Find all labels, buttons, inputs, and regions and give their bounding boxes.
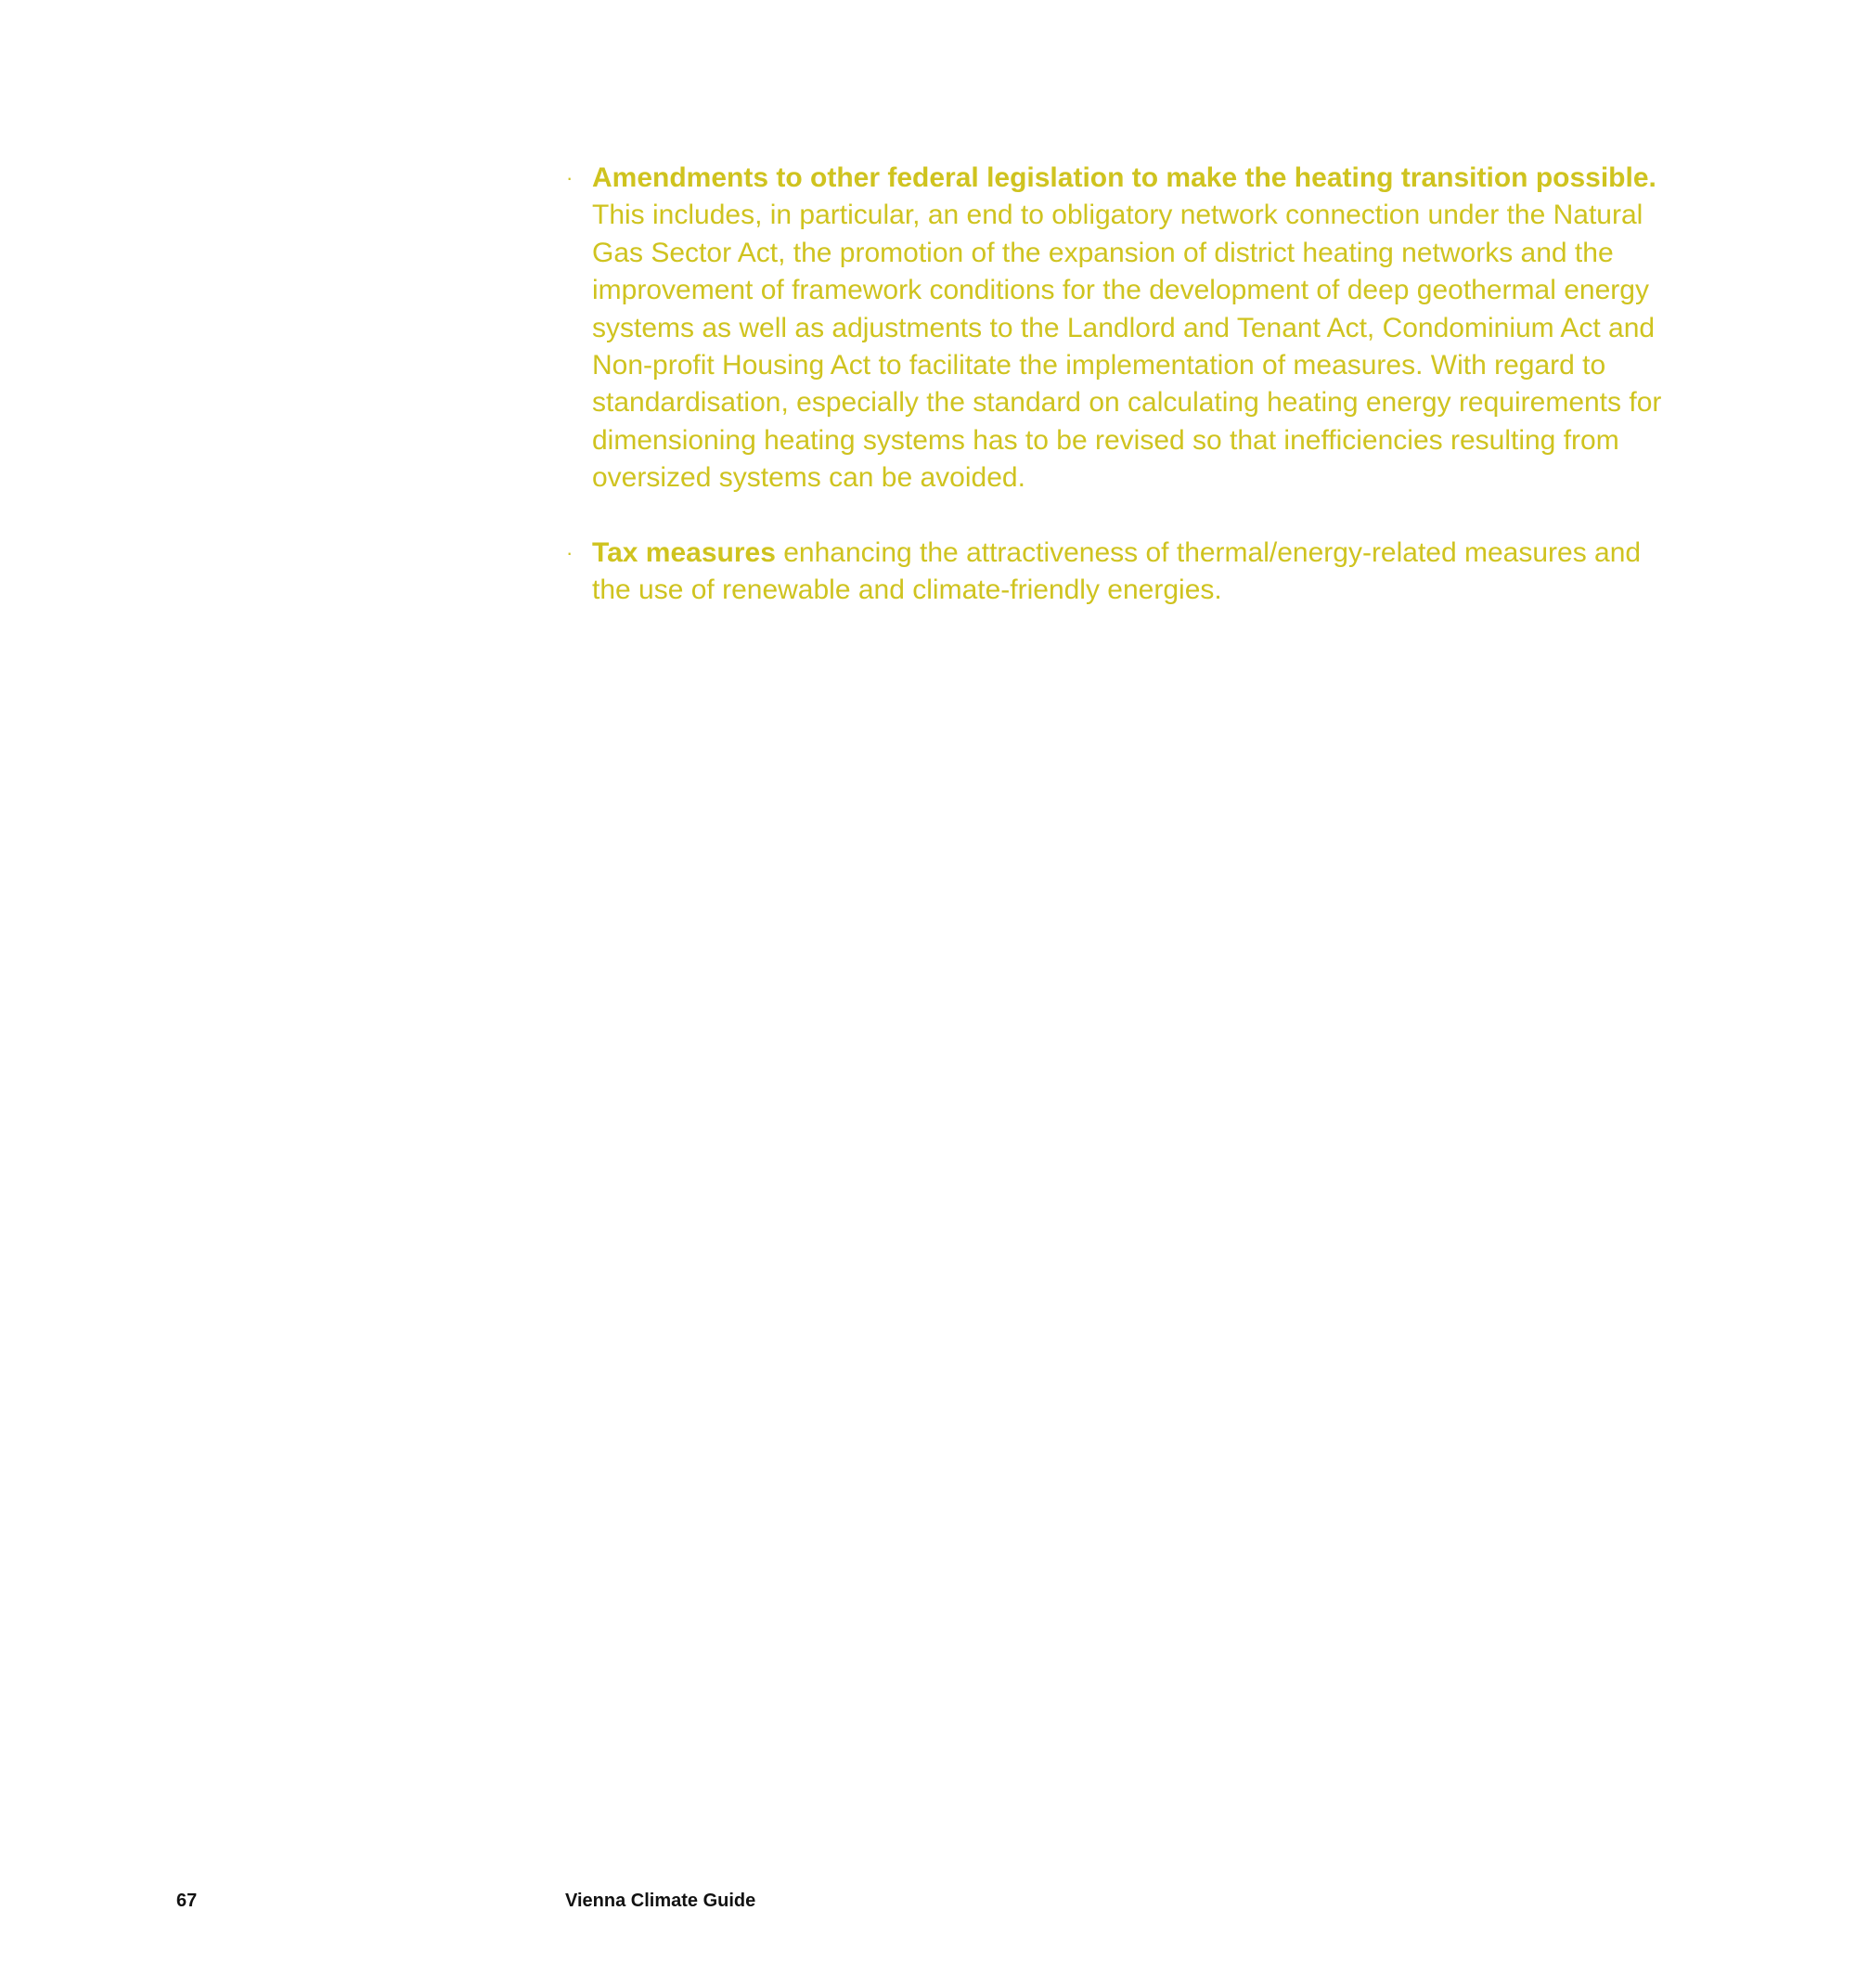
main-content: [564, 160, 1687, 609]
page-number: 67: [176, 1891, 198, 1911]
document-title: Vienna Climate Guide: [565, 1891, 756, 1911]
bullet-marker: ·: [566, 540, 574, 564]
bullet-item-tax-measures: [564, 535, 1687, 610]
bullet-body: enhancing the attractiveness of thermal/energy-related measures and the use of renewable and climate-friendly energies.: [592, 536, 1642, 606]
bullet-marker: ·: [566, 166, 574, 189]
bullet-heading: Tax measures: [592, 536, 776, 568]
bullet-body: This includes, in particular, an end to obligatory network connection under the Natural Gas Sector Act, the promotion of the expansion of district heating networks and the improvement of framework conditions for the development of deep geothermal energy systems as well as adjustments to the Landlord and Tenant Act, Condominium Act and Non-profit Housing Act to facilitate the implementation of measures. With regard to standardisation, especially the standard on calculating heating energy requirements for dimensioning heating systems has to be revised so that inefficiencies resulting from oversized systems can be avoided.: [592, 200, 1662, 494]
bullet-item-federal-legislation: [564, 160, 1687, 497]
bullet-heading: Amendments to other federal legislation to make the heating transition possible.: [592, 162, 1656, 193]
